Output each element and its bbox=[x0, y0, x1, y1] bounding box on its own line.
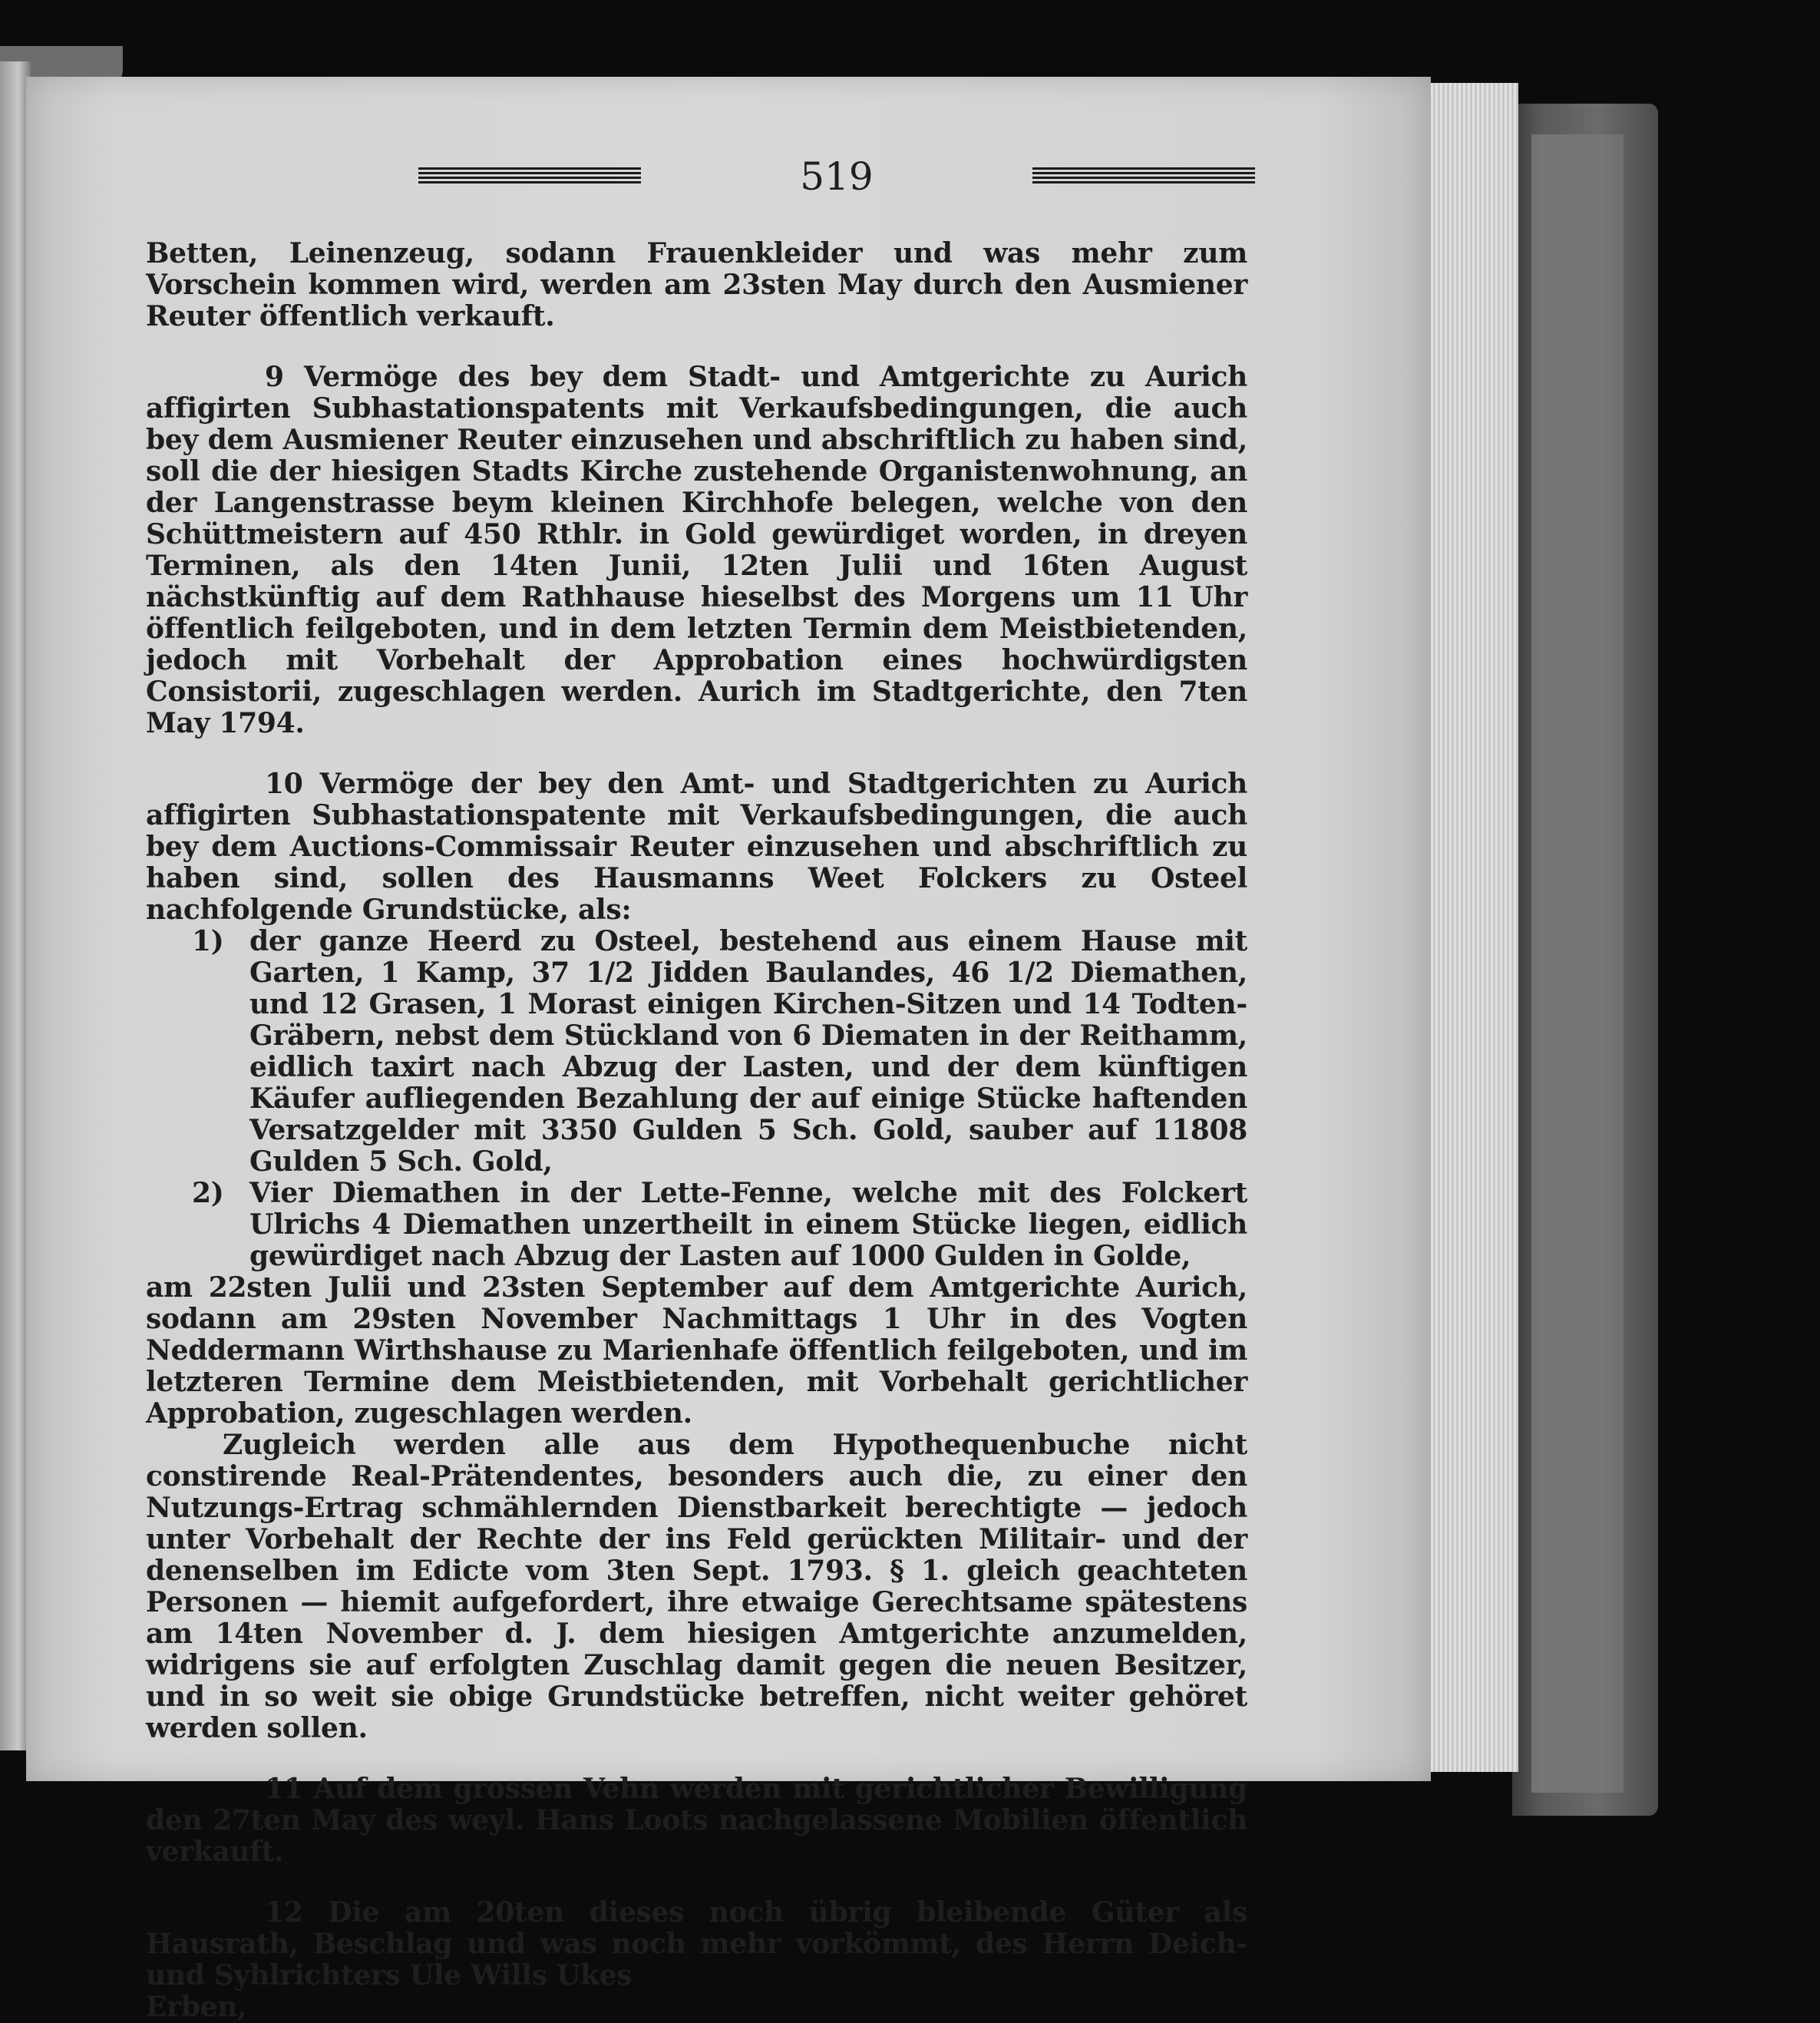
list-item-text: der ganze Heerd zu Osteel, bestehend aus einem Hause mit Garten, 1 Kamp, 37 1/2 Jidden Baulandes, 46 1/2 Diemathen, und 12 Grasen, 1 Morast einigen Kirchen-Sitzen und 14 Todten-Gräbern, nebst dem Stückland von 6 Diematen in der Reithamm, eidlich taxirt nach Abzug der Lasten, und der dem künftigen Käufer aufliegenden Bezahlung der auf einige Stücke haftenden Versatzgelder mit 3350 Gulden 5 Sch. Gold, sauber auf 11808 Gulden 5 Sch. Gold, bbox=[249, 925, 1247, 1178]
paragraph-10-intro: 10 Vermöge der bey den Amt- und Stadtgerichten zu Aurich affigirten Subhastationspatente mit Verkaufsbedingungen, die auch bey dem Auctions-Commissair Reuter einzusehen und abschriftlich zu haben sind, sollen des Hausmanns Weet Folckers zu Osteel nachfolgende Grundstücke, als: bbox=[146, 768, 1247, 926]
list-item-text: Vier Diemathen in der Lette-Fenne, welche mit des Folckert Ulrichs 4 Diemathen unzertheilt in einem Stücke liegen, eidlich gewürdiget nach Abzug der Lasten auf 1000 Gulden in Golde, bbox=[249, 1177, 1247, 1272]
page-stack-edges bbox=[1426, 83, 1518, 1772]
list-item-number: 2) bbox=[192, 1177, 224, 1209]
paragraph-10 bbox=[146, 769, 1247, 1744]
paragraph-10-zugleich: Zugleich werden alle aus dem Hypothequenbuche nicht constirende Real-Prätendentes, besonders auch die, zu einer den Nutzungs-Ertrag schmählernden Dienstbarkeit berechtigte — jedoch unter Vorbehalt der Rechte der ins Feld gerückten Militair- und der denenselben im Edicte vom 3ten Sept. 1793. § 1. gleich geachteten Personen — hiemit aufgefordert, ihre etwaige Gerechtsame spätestens am 14ten November d. J. dem hiesigen Amtgerichte anzumelden, widrigens sie auf erfolgten Zuschlag damit gegen die neuen Besitzer, und in so weit sie obige Grundstücke betreffen, nicht weiter gehöret werden sollen. bbox=[146, 1429, 1247, 1744]
list-item bbox=[192, 1178, 1247, 1272]
page-header bbox=[418, 154, 1255, 200]
page-body bbox=[146, 238, 1247, 2023]
catchword: Erben, bbox=[146, 1991, 247, 2023]
paragraph-10-after: am 22sten Julii und 23sten September auf dem Amtgerichte Aurich, sodann am 29sten November Nachmittags 1 Uhr in des Vogten Neddermann Wirthshause zu Marienhafe öffentlich feilgeboten, und im letzteren Termine dem Meistbietenden, mit Vorbehalt gerichtlicher Approbation, zugeschlagen werden. bbox=[146, 1271, 1247, 1430]
paragraph-12: 12 Die am 20ten dieses noch übrig bleibende Güter als Hausrath, Beschlag und was noch mehr vorkömmt, des Herrn Deich- und Syhlrichters Ule Wills Ukes bbox=[146, 1896, 1247, 1992]
paragraph-9: 9 Vermöge des bey dem Stadt- und Amtgerichte zu Aurich affigirten Subhastationspatents mit Verkaufsbedingungen, die auch bey dem Ausmiener Reuter einzusehen und abschriftlich zu haben sind, soll die der hiesigen Stadts Kirche zustehende Organistenwohnung, an der Langenstrasse beym kleinen Kirchhofe belegen, welche von den Schüttmeistern auf 450 Rthlr. in Gold gewürdiget worden, in dreyen Terminen, als den 14ten Junii, 12ten Julii und 16ten August nächstkünftig auf dem Rathhause hieselbst des Morgens um 11 Uhr öffentlich feilgeboten, und in dem letzten Termin dem Meistbietenden, jedoch mit Vorbehalt der Approbation eines hochwürdigsten Consistorii, zugeschlagen werden. Aurich im Stadtgerichte, den 7ten May 1794. bbox=[146, 361, 1247, 739]
list-item bbox=[192, 926, 1247, 1178]
header-rule-right bbox=[1032, 167, 1255, 184]
page-number: 519 bbox=[800, 154, 874, 199]
paragraph-intro: Betten, Leinenzeug, sodann Frauenkleider und was mehr zum Vorschein kommen wird, werden am 23sten May durch den Ausmiener Reuter öffentlich verkauft. bbox=[146, 237, 1247, 332]
book-cover-inner bbox=[1531, 134, 1623, 1793]
paragraph-11: 11 Auf dem grossen Vehn werden mit gerichtlicher Bewilligung den 27ten May des weyl. Hans Loots nachgelassene Mobilien öffentlich verkauft. bbox=[146, 1773, 1247, 1868]
list-item-number: 1) bbox=[192, 925, 224, 957]
